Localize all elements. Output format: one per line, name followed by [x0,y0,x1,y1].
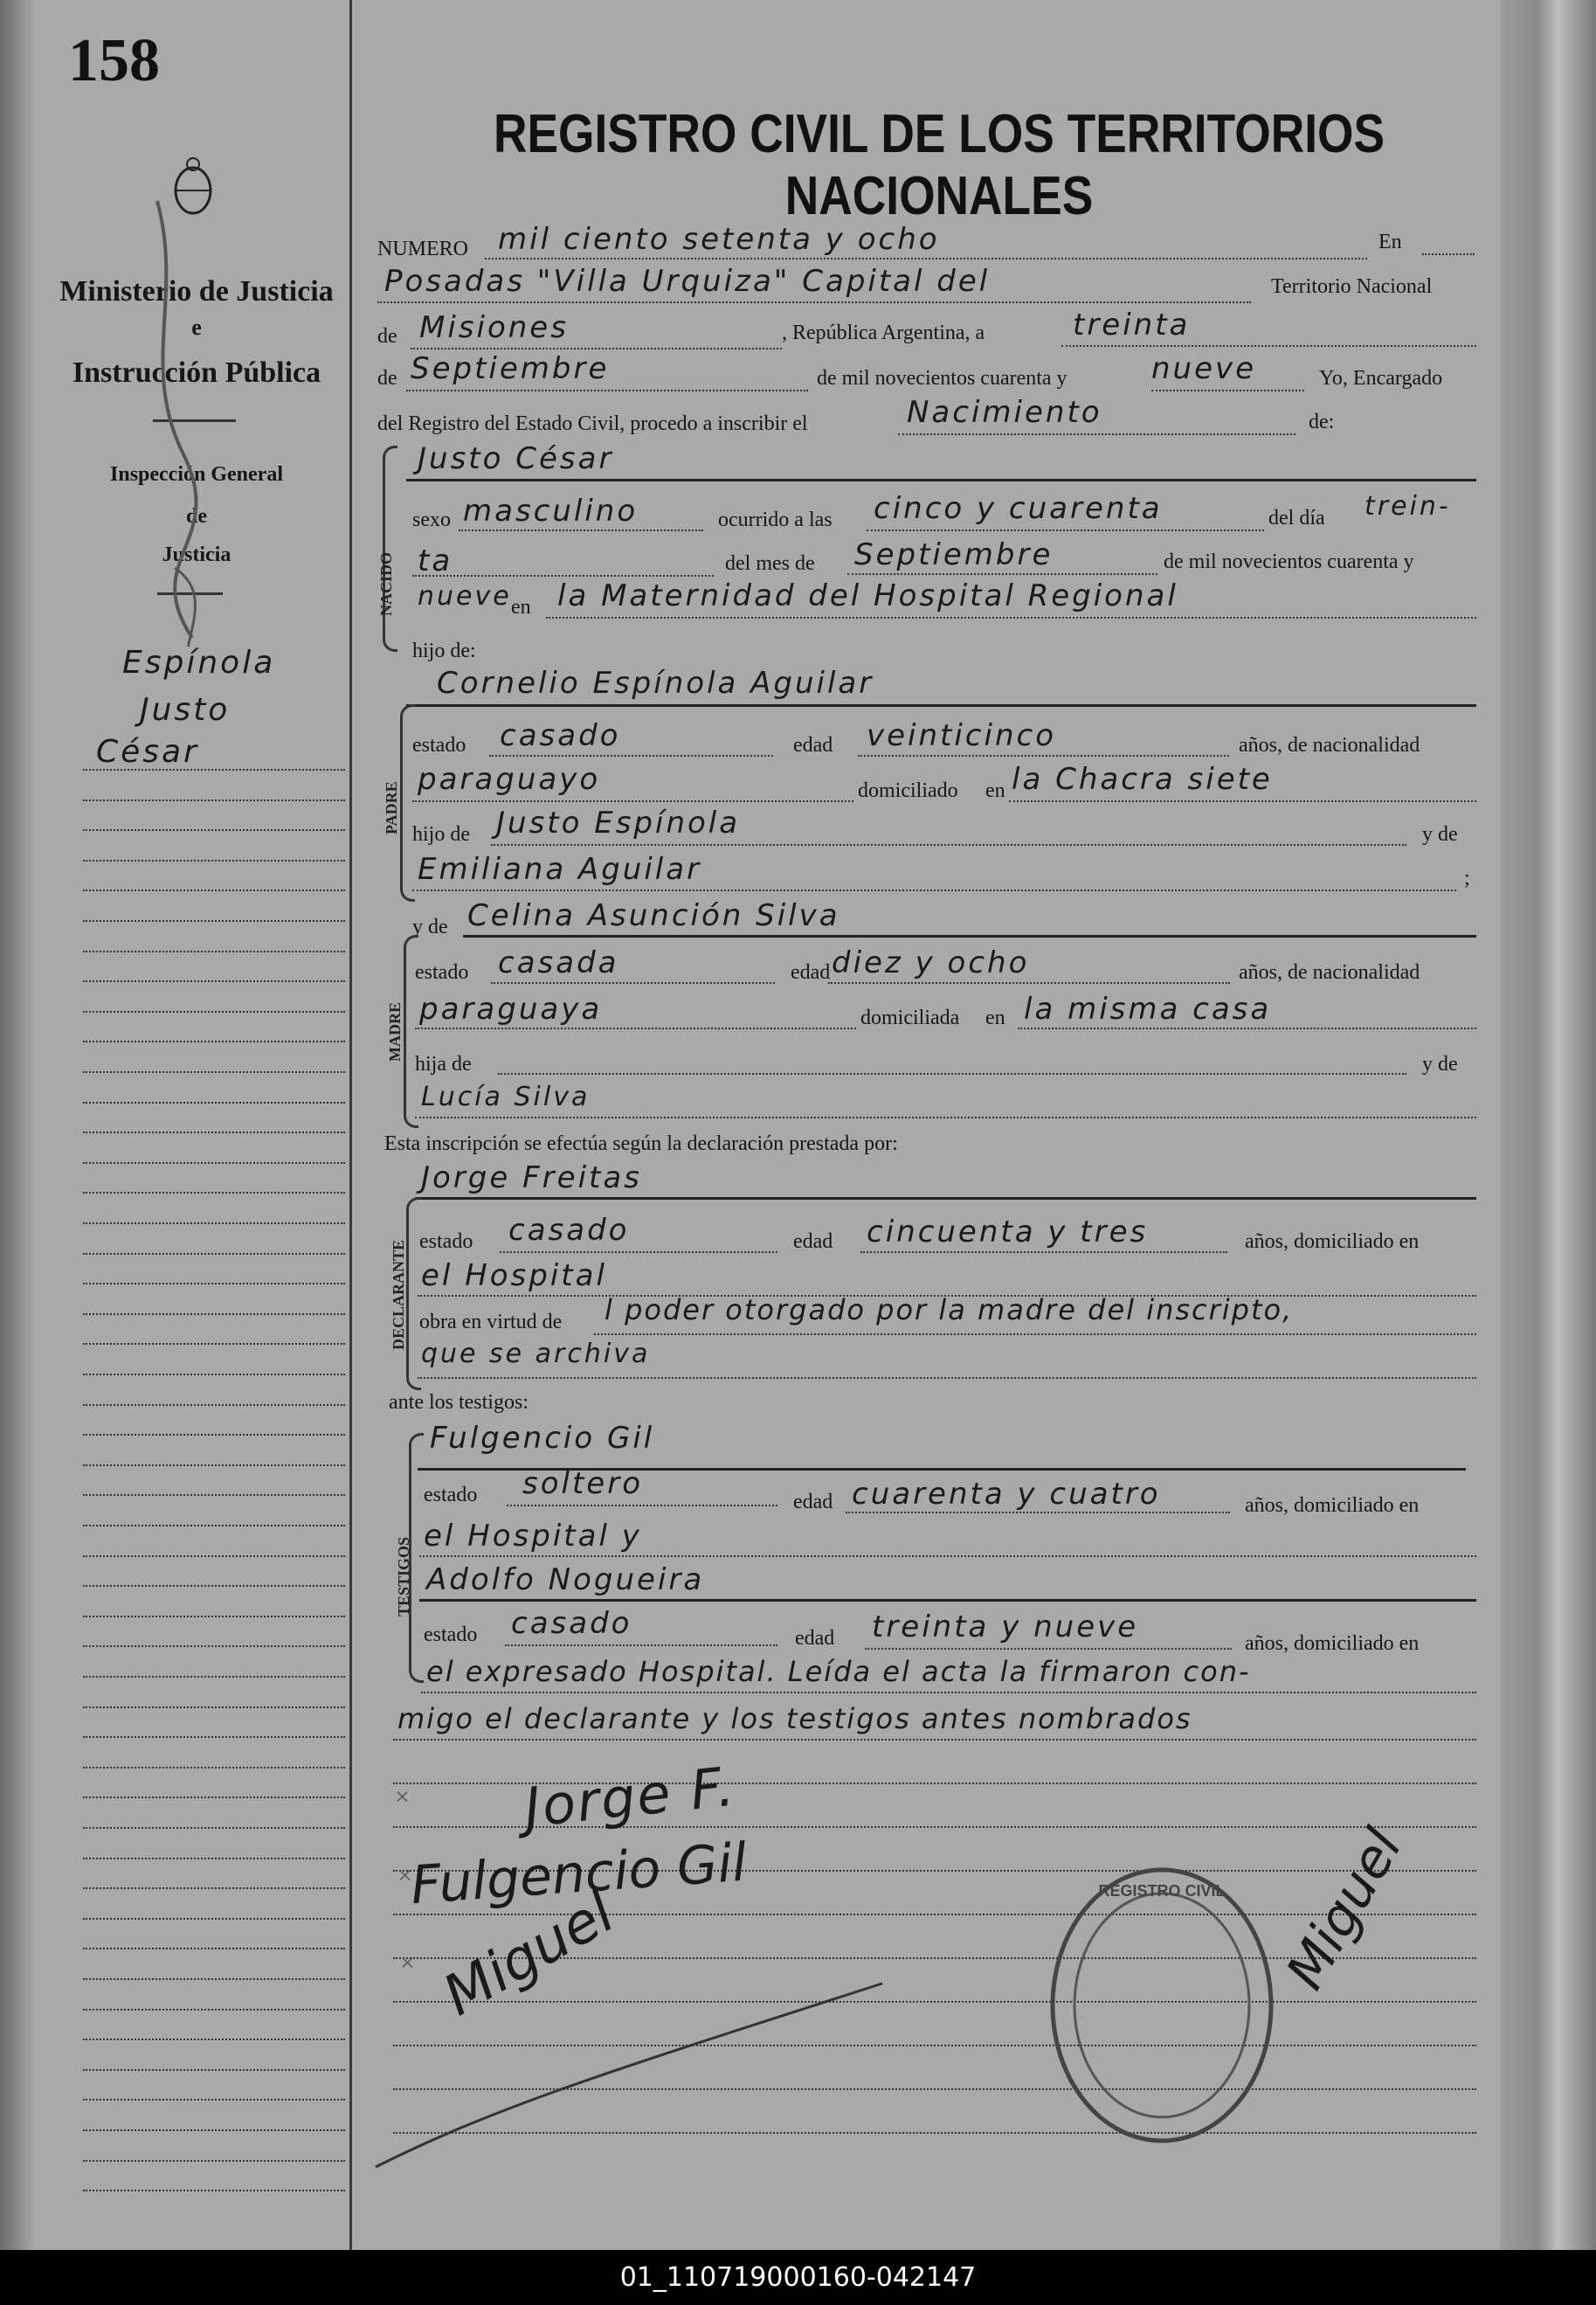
page-edge [1500,0,1596,2250]
margin-ruled-line [83,1827,345,1829]
margin-ruled-line [83,980,345,982]
padre-nac: paraguayo [418,762,601,797]
ministry-line3: Instrucción Pública [72,356,321,389]
inspection-line3: Justicia [162,543,231,566]
declaracion-label: Esta inscripción se efectúa según la declaración prestada por: [384,1132,898,1155]
dia-value-1: trein- [1365,491,1451,522]
declarante-dom: el Hospital [421,1258,607,1293]
margin-ruled-line [83,1162,345,1164]
padre-edad: veinticinco [867,718,1056,753]
en-lower: en [511,596,531,619]
margin-ruled-line [83,2069,345,2071]
margin-ruled-line [83,1706,345,1708]
madre-dom: la misma casa [1024,992,1272,1027]
madre-side-label: MADRE [386,1002,404,1062]
madre-estado: casada [498,945,619,980]
page-number: 158 [68,27,160,94]
official-stamp [1044,1861,1280,2149]
madre-estado-label: estado [415,961,469,984]
madre-madre: Lucía Silva [421,1082,591,1112]
padre-hijo-de-label: hijo de [412,823,470,846]
margin-ruled-line [83,1676,345,1678]
margin-ruled-line [83,2129,345,2131]
margin-ruled-line [83,920,345,922]
dia-value-2: ta [418,543,453,578]
year-label: de mil novecientos cuarenta y [817,367,1067,390]
margin-ruled-line [83,1616,345,1617]
declarante-estado-label: estado [419,1230,473,1253]
margin-ruled-line [83,1494,345,1496]
numero-label: NUMERO [377,238,469,260]
madre-hija-de-label: hija de [415,1053,472,1076]
sexo-label: sexo [412,509,451,531]
ministry-line2: e [191,315,202,340]
madre-name: Celina Asunción Silva [467,898,840,933]
madre-y-de-label: y de [412,916,448,938]
signature-encargado: Miguel [1275,1818,1414,2000]
child-name: Justo César [418,441,614,476]
lugar-value: la Maternidad del Hospital Regional [557,578,1178,613]
t1-dom: el Hospital y [424,1519,642,1554]
declarante-estado: casado [508,1213,630,1248]
t1-name: Fulgencio Gil [430,1421,655,1456]
margin-ruled-line [83,1253,345,1255]
de-label-2: de [377,367,397,390]
margin-ruled-line [83,829,345,831]
sexo-value: masculino [463,494,639,529]
nacido-side-label: NACIDO [377,551,395,616]
t2-dom: el expresado Hospital. Leída el acta la firmaron con- [426,1655,1251,1688]
mes-value: Septiembre [854,537,1054,572]
t2-estado-label: estado [424,1623,478,1646]
image-id-footer: 01_110719000160-042147 [0,2250,1596,2305]
margin-name-1: Espínola [122,645,276,681]
del-dia-label: del día [1268,507,1325,530]
margin-ruled-line [83,799,345,801]
inspection-line2: de [186,505,207,528]
margin-ruled-line [83,1918,345,1920]
margin-ruled-line [83,1374,345,1375]
margin-ruled-line [83,1858,345,1859]
x-mark-3: × [400,1949,415,1977]
place-value: Posadas "Villa Urquiza" Capital del [384,264,991,299]
testigos-side-label: TESTIGOS [395,1536,412,1616]
encargado-label: Yo, Encargado [1319,367,1443,390]
margin-ruled-line [83,1313,345,1315]
padre-nac-label: años, de nacionalidad [1239,734,1420,757]
t1-estado: soltero [522,1466,643,1501]
padre-name: Cornelio Espínola Aguilar [437,666,874,701]
declarante-dom-label: años, domiciliado en [1245,1230,1420,1253]
en-label: En [1378,231,1402,253]
declarante-edad: cincuenta y tres [867,1215,1149,1249]
day-value: treinta [1073,308,1191,343]
margin-ruled-line [83,2039,345,2040]
margin-ruled-line [83,2160,345,2162]
anio-value: nueve [418,581,512,612]
margin-ruled-line [83,2009,345,2011]
margin-scrawl [105,192,245,647]
margin-ruled-line [83,1102,345,1104]
t2-edad-label: edad [795,1627,835,1650]
ocurrido-label: ocurrido a las [718,509,833,531]
padre-y-de-label: y de [1422,823,1458,846]
territory-value: Misiones [419,310,569,345]
madre-nac-label: años, de nacionalidad [1239,961,1420,984]
madre-edad: diez y ocho [832,945,1030,980]
margin-ruled-line [83,1434,345,1436]
padre-edad-label: edad [793,734,833,757]
de-label-1: de [377,325,397,348]
declarante-edad-label: edad [793,1230,833,1253]
registro-value: Nacimiento [907,395,1102,430]
margin-ruled-line [83,1343,345,1345]
margin-name-3: César [96,734,199,770]
t2-edad: treinta y nueve [872,1609,1139,1644]
padre-dom-label: domiciliado [858,779,958,802]
margin-ruled-line [83,769,345,771]
margin-ruled-line [83,860,345,862]
margin-ruled-line [83,1796,345,1798]
margin-ruled-line [83,1011,345,1013]
mes-label: del mes de [725,552,815,575]
t1-estado-label: estado [424,1484,478,1506]
padre-estado: casado [500,718,621,753]
margin-ruled-line [83,1948,345,1949]
margin-ruled-line [83,2099,345,2101]
margin-ruled-line [83,1041,345,1042]
signature-declarante: Jorge F. [521,1754,739,1840]
margin-ruled-line [83,1736,345,1738]
inspection-line1: Inspección General [110,463,283,486]
padre-dom: la Chacra siete [1012,762,1273,797]
madre-nac: paraguaya [419,992,603,1027]
x-mark-1: × [395,1782,410,1811]
margin-ruled-line [83,2190,345,2191]
t2-estado: casado [511,1606,632,1641]
registro-label: del Registro del Estado Civil, procedo a inscribir el [377,412,808,435]
t1-dom-label: años, domiciliado en [1245,1494,1420,1517]
padre-padre: Justo Espínola [496,806,741,841]
madre-dom-label: domiciliada [860,1007,960,1029]
margin-ruled-line [83,1222,345,1224]
territorio-label: Territorio Nacional [1271,275,1433,298]
margin-ruled-line [83,1192,345,1194]
signature-testigo-2: Miguel [432,1880,625,2029]
padre-madre: Emiliana Aguilar [418,852,702,887]
padre-estado-label: estado [412,734,466,757]
margin-line [349,0,352,2250]
margin-ruled-line [83,1767,345,1769]
padre-side-label: PADRE [383,781,400,834]
t1-edad-label: edad [793,1491,833,1513]
signature-testigo-1: Fulgencio Gil [409,1831,750,1917]
margin-ruled-line [83,1555,345,1557]
margin-name-2: Justo [140,692,231,728]
margin-ruled-line [83,1887,345,1889]
month-value: Septiembre [411,351,610,386]
margin-ruled-line [83,1071,345,1073]
page-title: REGISTRO CIVIL DE LOS TERRITORIOS NACIONALES [493,104,1385,226]
hora-value: cinco y cuarenta [874,491,1163,526]
numero-value: mil ciento setenta y ocho [498,222,940,257]
declarante-name: Jorge Freitas [421,1160,642,1195]
margin-ruled-line [83,889,345,891]
signature-flourish [367,1975,891,2176]
mil-label: de mil novecientos cuarenta y [1164,550,1414,573]
obra-value-2: que se archiva [421,1339,651,1369]
testigos-label: ante los testigos: [389,1391,529,1414]
closing-line: migo el declarante y los testigos antes nombrados [397,1702,1192,1735]
stamp-text: REGISTRO CIVIL [1098,1882,1226,1900]
semicolon: ; [1464,867,1470,889]
hijo-label: hijo de: [412,640,476,662]
ministry-line1: Ministerio de Justicia [59,275,334,308]
x-mark-2: × [397,1861,412,1890]
margin-ruled-line [83,1132,345,1133]
republica-label: , República Argentina, a [782,322,985,344]
year-value: nueve [1151,351,1257,386]
margin-ruled-line [83,1978,345,1980]
obra-value: l poder otorgado por la madre del inscripto, [605,1293,1294,1326]
madre-en-label: en [985,1007,1005,1029]
declarante-side-label: DECLARANTE [390,1239,407,1350]
madre-y-de-label2: y de [1422,1053,1458,1076]
padre-en-label: en [985,779,1005,802]
margin-ruled-line [83,1283,345,1284]
de-colon: de: [1309,411,1335,433]
margin-ruled-line [83,1404,345,1406]
t1-edad: cuarenta y cuatro [852,1477,1161,1512]
madre-edad-label: edad [791,961,831,984]
binding-shadow [0,0,35,2250]
margin-ruled-line [83,1645,345,1647]
margin-ruled-line [83,951,345,952]
margin-ruled-line [83,1585,345,1587]
margin-ruled-line [83,1525,345,1526]
margin-ruled-line [83,1464,345,1466]
obra-label: obra en virtud de [419,1311,563,1333]
t2-dom-label: años, domiciliado en [1245,1632,1420,1655]
t2-name: Adolfo Nogueira [426,1562,705,1597]
